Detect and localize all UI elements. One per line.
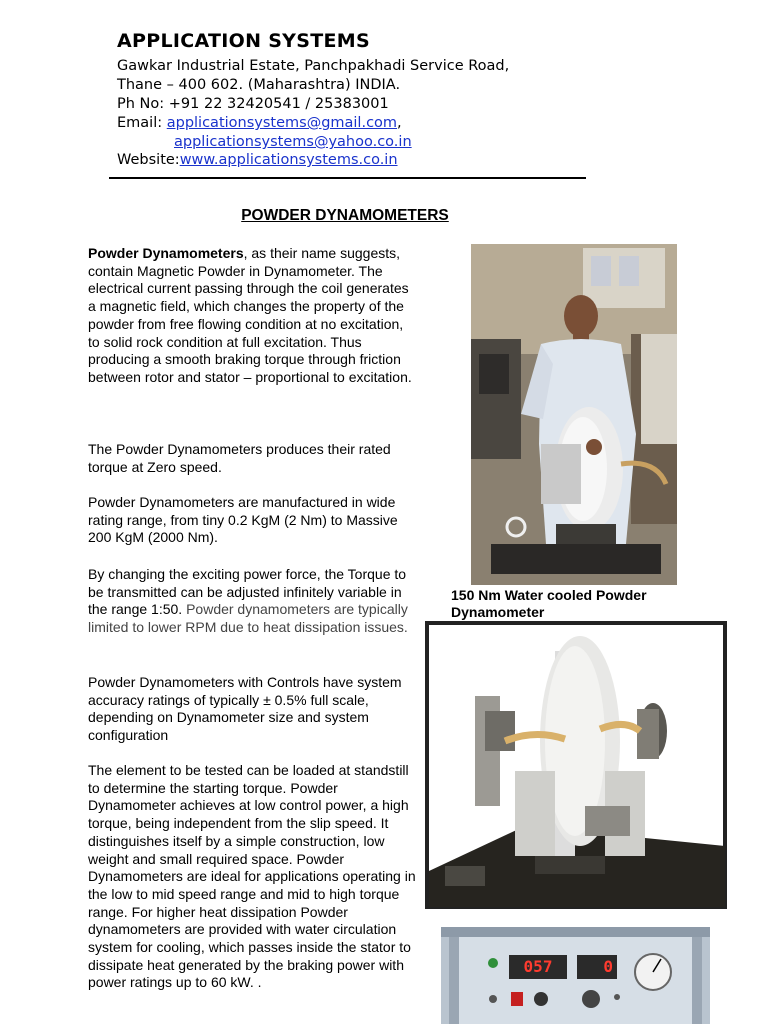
- website-link[interactable]: www.applicationsystems.co.in: [179, 152, 398, 168]
- email-line-2: [174, 133, 412, 152]
- torque-display-readout: 057: [523, 957, 553, 976]
- rpm-limit-text: Powder dynamometers are typically limited to lower RPM due to heat dissipation issues.: [88, 601, 408, 636]
- excitation-text: By changing the exciting power force, the Torque to be transmitted can be adjusted infinitely variable in the range 1:50.: [88, 566, 407, 618]
- photo-man-with-dynamometer: [471, 244, 677, 585]
- email-separator: ,: [397, 115, 402, 131]
- photo-dynamometer-closeup: [425, 621, 727, 909]
- email-label: Email:: [117, 115, 167, 131]
- details-text: The element to be tested can be loaded at standstill to determine the starting torque. Powder Dynamometer achieves at low control power, a high torque, being independent from the slip speed. It distinguishes itself by a simple construction, low weight and small required space. Powder Dynamometers are ideal for applications operating in the low to mid speed range and mid to high torque range. For higher heat dissipation Powder dynamometers are provided with water circulation system for cooling, which passes inside the stator to dissipate heat generated by the braking power with power ratings up to 60 kW. .: [88, 762, 416, 991]
- paragraph-intro: [88, 245, 416, 387]
- email-link-gmail[interactable]: applicationsystems@gmail.com: [166, 115, 398, 131]
- paragraph-accuracy: [88, 674, 416, 745]
- accuracy-text: Powder Dynamometers with Controls have system accuracy ratings of typically ± 0.5% full scale, depending on Dynamometer size and system configuration: [88, 674, 402, 744]
- address-line-1: Gawkar Industrial Estate, Panchpakhadi Service Road,: [117, 58, 510, 74]
- address-line-2: Thane – 400 602. (Maharashtra) INDIA.: [117, 77, 401, 93]
- website-line: [117, 151, 398, 170]
- paragraph-excitation: [88, 566, 416, 637]
- intro-bold-term: Powder Dynamometers: [88, 245, 244, 261]
- email-line: [117, 114, 402, 133]
- paragraph-zero-speed: [88, 441, 416, 476]
- paragraph-range: [88, 494, 416, 547]
- paragraph-details: [88, 762, 416, 992]
- intro-text: , as their name suggests, contain Magnetic Powder in Dynamometer. The electrical current passing through the coil generates a magnetic field, which changes the property of the powder from free flowing condition at no excitation, to solid rock condition at full excitation. Thus producing a smooth braking torque through friction between rotor and stator – proportional to excitation.: [88, 245, 412, 385]
- phone-line: Ph No: +91 22 32420541 / 25383001: [117, 96, 389, 112]
- speed-display-readout: 0: [603, 957, 613, 976]
- photo-controller-panel: [441, 927, 710, 1024]
- company-name: APPLICATION SYSTEMS: [117, 30, 370, 52]
- range-text: Powder Dynamometers are manufactured in wide rating range, from tiny 0.2 KgM (2 Nm) to Massive 200 KgM (2000 Nm).: [88, 494, 398, 546]
- document-title: POWDER DYNAMOMETERS: [241, 207, 449, 224]
- email-link-yahoo[interactable]: applicationsystems@yahoo.co.in: [174, 134, 412, 150]
- website-label: Website:: [117, 152, 180, 168]
- zero-speed-text: The Powder Dynamometers produces their rated torque at Zero speed.: [88, 441, 391, 475]
- letterhead-divider: [109, 177, 586, 179]
- photo-caption: 150 Nm Water cooled Powder Dynamometer: [451, 587, 647, 620]
